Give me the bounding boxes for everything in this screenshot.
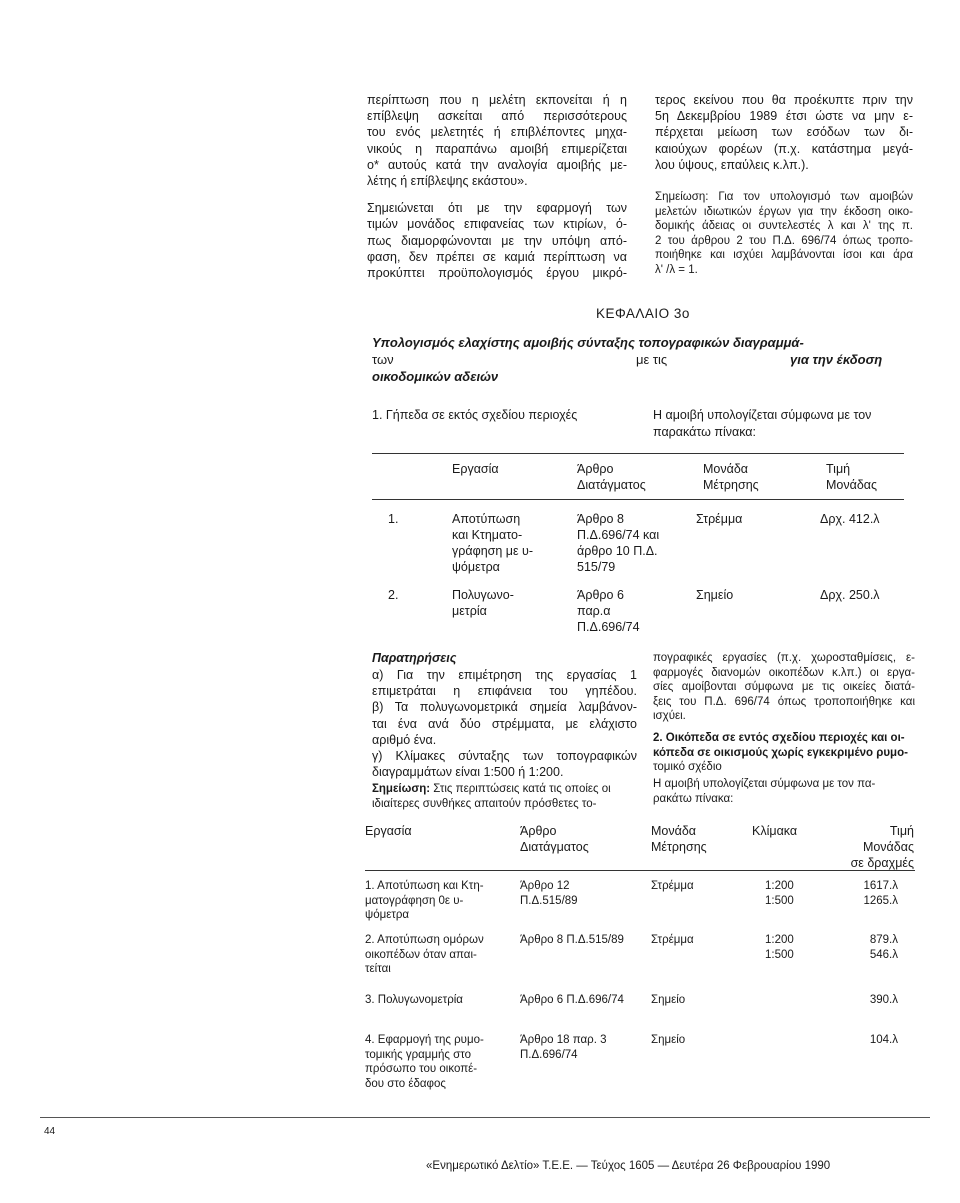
text-line: λ' /λ = 1. (655, 263, 698, 276)
table-cell: Στρέμμα (651, 880, 694, 892)
section1-desc: Η αμοιβή υπολογίζεται σύμφωνα με τον (653, 408, 872, 422)
left-column-intro (367, 92, 627, 281)
section1-title: 1. Γήπεδα σε εκτός σχεδίου περιοχές (372, 408, 578, 422)
text-line: ται ένα ανά δύο στρέμματα, με ελάχιστο (372, 716, 637, 731)
remarks-left (372, 667, 637, 780)
table-cell: Πολυγωνο- μετρία (452, 588, 514, 618)
table-cell: 390.λ (869, 994, 898, 1006)
text-line: Σημειώνεται ότι με την εφαρμογή των (367, 201, 627, 216)
text-line: ποιήθηκε και ισχύει λαμβάνονται ίσοι και άρα (655, 249, 913, 262)
table-cell: Άρθρο 8 Π.Δ.515/89 (520, 934, 624, 946)
text-line: επίβλεψη ασκείται από περισσότερους (367, 109, 627, 124)
text-line: λου ύψους, επαύλεις κ.λπ.). (655, 157, 809, 172)
text-line: πως διαμορφώνονται με την υπόψη από- (367, 233, 627, 248)
section-heading-line2a: των (372, 352, 394, 367)
note-line (372, 782, 637, 797)
table-cell: Άρθρο 6 Π.Δ.696/74 (520, 994, 624, 1006)
text-line: κόπεδα σε οικισμούς χωρίς εγκεκριμένο ρυμο- (653, 746, 908, 759)
text-line: φαρμογές διανομών οικοπέδων κ.λπ.) οι εργα- (653, 666, 915, 679)
table-header: Μονάδα Μέτρησης (703, 462, 759, 492)
table-cell: Άρθρο 18 παρ. 3 Π.Δ.696/74 (520, 1034, 607, 1061)
table-rule (372, 453, 904, 454)
table-cell: 3. Πολυγωνομετρία (365, 994, 463, 1006)
section-heading-line2c: για την έκδοση (790, 352, 883, 367)
table-cell: Άρθρο 12 Π.Δ.515/89 (520, 880, 578, 907)
section2-title (653, 731, 915, 775)
table-cell: 1617.λ 1265.λ (863, 880, 898, 907)
text-line: γ) Κλίμακες σύνταξης των τοπογραφικών (372, 749, 637, 764)
section-heading-line2b: με τις (636, 352, 668, 367)
footer-text: «Ενημερωτικό Δελτίο» Τ.Ε.Ε. — Τεύχος 1605 — Δευτέρα 26 Φεβρουαρίου 1990 (426, 1160, 831, 1172)
table-header: Εργασία (452, 462, 499, 476)
table-cell: 1. Αποτύπωση και Κτη- ματογράφηση 0ε υ- ψόμετρα (365, 880, 484, 921)
table-cell: Στρέμμα (696, 512, 743, 526)
table-cell: 1. (388, 512, 399, 526)
text-line: φαση, δεν πρέπει σε καμιά περίπτωση να (367, 249, 627, 264)
text-line: Η αμοιβή υπολογίζεται σύμφωνα με τον πα- (653, 778, 876, 790)
section-heading-line3: οικοδομικών αδειών (372, 369, 499, 384)
text-line: διαγραμμάτων είναι 1:500 ή 1:200. (372, 765, 564, 780)
text-line: 5η Δεκεμβρίου 1989 έτσι ώστε να μην ε- (655, 109, 913, 124)
text-line: Σημείωση: Για τον υπολογισμό των αμοιβών (655, 191, 913, 203)
text-line: α) Για την επιμέτρηση της εργασίας 1 (372, 668, 637, 682)
text-line: 2. Οικόπεδα σε εντός σχεδίου περιοχές και οι- (653, 732, 905, 744)
table-cell: Δρχ. 412.λ (820, 512, 880, 526)
table-cell: Δρχ. 250.λ (820, 588, 880, 602)
table-header: Μονάδα Μέτρησης (651, 824, 707, 854)
text-line: σίες αμοίβονται σύμφωνα με τις οικείες διατά- (653, 681, 915, 694)
text-line: λέτης ή επίβλεψης εκάστου». (367, 174, 528, 189)
text-line: ισχύει. (653, 710, 686, 723)
table-cell: Στρέμμα (651, 934, 694, 946)
text-line: του ενός μελετητές ή επιβλέποντες μηχα- (367, 125, 627, 140)
table-cell: 2. (388, 588, 399, 602)
table-cell: Σημείο (696, 588, 734, 602)
note-label: Σημείωση: (372, 783, 431, 795)
table-rule (365, 870, 915, 871)
remarks-title: Παρατηρήσεις (372, 651, 457, 665)
chapter-title: ΚΕΦΑΛΑΙΟ 3ο (596, 306, 690, 321)
table-header: Άρθρο Διατάγματος (520, 824, 589, 854)
table-header: Εργασία (365, 824, 412, 838)
text-line: τερος εκείνου που θα προέκυπτε πριν την (655, 93, 913, 107)
text-line: νικούς η παραπάνω αμοιβή επιμερίζεται (367, 141, 627, 156)
note-line: ιδιαίτερες συνθήκες απαιτούν πρόσθετες το- (372, 798, 597, 810)
remarks-right (653, 651, 915, 724)
page-number: 44 (44, 1126, 56, 1137)
text-line: ξεις του Π.Δ. 696/74 όπως τροποποιήθηκε και (653, 695, 915, 708)
section-heading-line1: Υπολογισμός ελαχίστης αμοιβής σύνταξης τοπογραφικών διαγραμμά- (372, 335, 804, 350)
table-cell: 1:200 1:500 (765, 880, 794, 907)
text-line: 2 του άρθρου 2 του Π.Δ. 696/74 όπως τροπο- (655, 234, 913, 247)
text-line: καιούχων φορέων (π.χ. κατάστημα μεγά- (655, 141, 913, 156)
note-text: Στις περιπτώσεις κατά τις οποίες οι (430, 783, 611, 795)
text-line: τιμών μονάδος επιφανείας των κτιρίων, ό- (367, 217, 627, 232)
table-rule (372, 499, 904, 500)
text-line: δομικής άδειας οι συντελεστές λ και λ' της π. (655, 220, 913, 233)
text-line: περίπτωση που η μελέτη εκπονείται ή η (367, 93, 627, 107)
table-cell: Άρθρο 6 παρ.α Π.Δ.696/74 (577, 588, 640, 634)
table-cell: Σημείο (651, 1034, 686, 1046)
table-cell: Αποτύπωση και Κτηματο- γράφηση με υ- ψόμετρα (452, 512, 534, 574)
section2-desc (653, 777, 915, 806)
text-line: τομικό σχέδιο (653, 761, 722, 774)
text-line: πογραφικές εργασίες (π.χ. χωροσταθμίσεις, ε- (653, 652, 915, 664)
right-column-intro (655, 92, 913, 173)
text-line: επιμετράται η επιφάνεια του γηπέδου. (372, 684, 637, 699)
text-line: ο* αυτούς κατά την αναλογία αμοιβής με- (367, 157, 627, 172)
table-cell: 104.λ (869, 1034, 898, 1046)
table-cell: Άρθρο 8 Π.Δ.696/74 και άρθρο 10 Π.Δ. 515/79 (577, 512, 660, 574)
footer-rule (40, 1117, 930, 1118)
table-cell: 4. Εφαρμογή της ρυμο- τομικής γραμμής στο πρόσωπο του οικοπέ- δου στο έδαφος (365, 1034, 484, 1090)
table-header: Κλίμακα (752, 824, 798, 838)
table-header: Τιμή Μονάδας σε δραχμές (850, 824, 914, 870)
table-header: Τιμή Μονάδας (826, 462, 878, 492)
section1-desc: παρακάτω πίνακα: (653, 425, 757, 439)
text-line: πέρχεται μείωση των εσόδων των δι- (655, 125, 913, 140)
text-line: αριθμό ένα. (372, 732, 437, 747)
table-cell: Σημείο (651, 994, 686, 1006)
table-cell: 2. Αποτύπωση ομόρων οικοπέδων όταν απαι- τείται (365, 934, 484, 975)
note-block (655, 190, 913, 278)
text-line: προκύπτει προϋπολογισμός έργου μικρό- (367, 266, 627, 281)
text-line: β) Τα πολυγωνομετρικά σημεία λαμβάνον- (372, 700, 637, 715)
table-header: Άρθρο Διατάγματος (577, 462, 646, 492)
text-line: μελετών ιδιωτικών έργων για την έκδοση οικο- (655, 205, 913, 218)
table-cell: 879.λ 546.λ (869, 934, 898, 961)
text-line: ρακάτω πίνακα: (653, 792, 734, 805)
table-cell: 1:200 1:500 (765, 934, 794, 961)
